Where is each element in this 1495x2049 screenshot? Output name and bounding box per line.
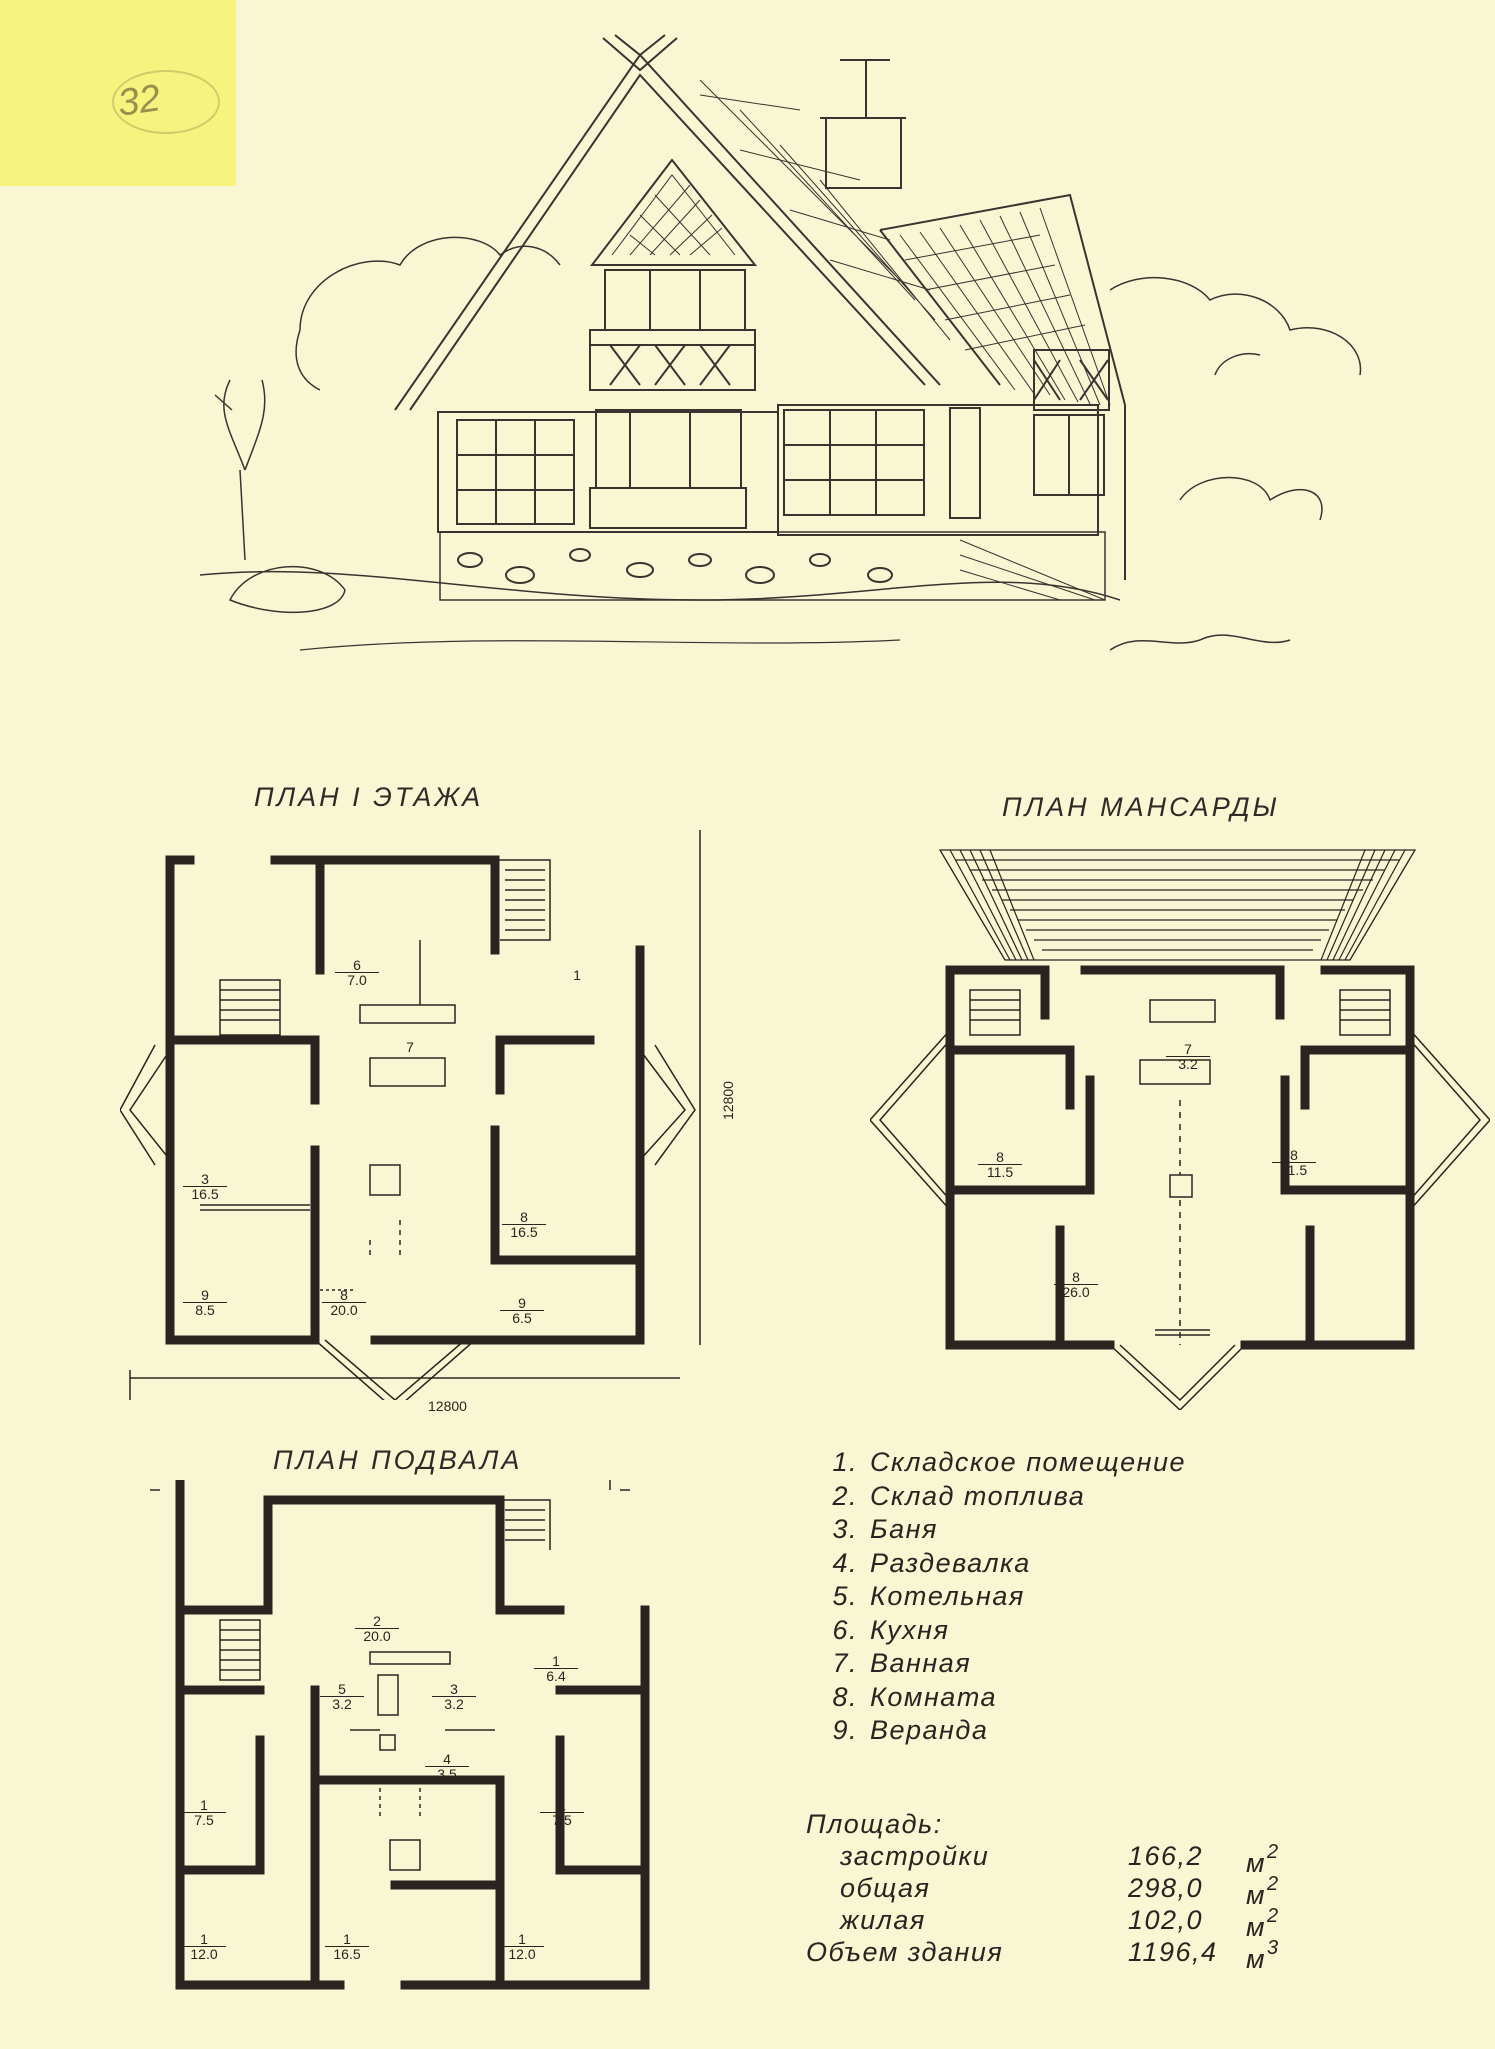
legend-item: 3. Баня xyxy=(832,1514,938,1544)
room-label: 1 xyxy=(573,967,581,983)
area-summary xyxy=(806,1808,1280,1974)
legend-item: 4. Раздевалка xyxy=(832,1547,1031,1578)
room-label: 9 6.5 xyxy=(500,1296,544,1325)
room-label: 7 xyxy=(406,1039,414,1055)
house-perspective-drawing xyxy=(0,0,1495,700)
room-label: 3 16.5 xyxy=(183,1172,227,1201)
dimension-horizontal: 12800 xyxy=(428,1398,467,1414)
legend-item: 7. Ванная xyxy=(832,1648,972,1678)
room-label: 1 7.5 xyxy=(540,1798,584,1827)
room-legend xyxy=(806,1446,1286,1748)
attic-plan-title: ПЛАН МАНСАРДЫ xyxy=(1002,792,1280,822)
room-label: 8 11.5 xyxy=(1272,1148,1316,1177)
legend-item: 2. Склад топлива xyxy=(832,1480,1086,1511)
first-floor-plan-title: ПЛАН I ЭТАЖА xyxy=(254,782,484,812)
room-label: 8 11.5 xyxy=(978,1150,1022,1179)
room-label: 1 12.0 xyxy=(500,1932,544,1961)
room-label: 1 6.4 xyxy=(534,1654,578,1683)
room-label: 2 20.0 xyxy=(355,1614,399,1643)
area-row: жилая 102,0 $м^2$ xyxy=(840,1905,1280,1942)
basement-plan-title: ПЛАН ПОДВАЛА xyxy=(273,1445,523,1475)
basement-plan-drawing xyxy=(150,1480,670,2000)
legend-item: 9. Веранда xyxy=(832,1715,989,1745)
legend-item: 1. Складское помещение xyxy=(832,1447,1186,1477)
room-label: 8 16.5 xyxy=(502,1210,546,1239)
area-heading: Площадь: xyxy=(806,1809,943,1839)
room-label: 9 8.5 xyxy=(183,1288,227,1317)
room-label: 7 3.2 xyxy=(1166,1042,1210,1071)
legend-item: 5. Котельная xyxy=(832,1581,1025,1611)
volume-row: Объем здания 1196,4 $м^3$ xyxy=(806,1937,1280,1974)
area-row: общая 298,0 $м^2$ xyxy=(840,1873,1280,1910)
area-row: застройки 166,2 $м^2$ xyxy=(840,1841,1280,1878)
legend-item: 6. Кухня xyxy=(832,1614,950,1645)
room-label: 8 20.0 xyxy=(322,1288,366,1317)
room-label: 1 7.5 xyxy=(182,1798,226,1827)
area-heading-row xyxy=(806,1808,1276,1840)
attic-plan-drawing xyxy=(870,830,1490,1410)
page-number: 32 xyxy=(115,77,163,125)
room-label: 4 3.5 xyxy=(425,1752,469,1781)
legend-item: 8. Комната xyxy=(832,1681,998,1712)
room-label: 5 3.2 xyxy=(320,1682,364,1711)
room-label: 1 12.0 xyxy=(182,1932,226,1961)
room-label: 1 16.5 xyxy=(325,1932,369,1961)
room-label: 3 3.2 xyxy=(432,1682,476,1711)
room-label: 8 26.0 xyxy=(1054,1270,1098,1299)
dimension-vertical: 12800 xyxy=(720,1081,736,1120)
room-label: 6 7.0 xyxy=(335,958,379,987)
